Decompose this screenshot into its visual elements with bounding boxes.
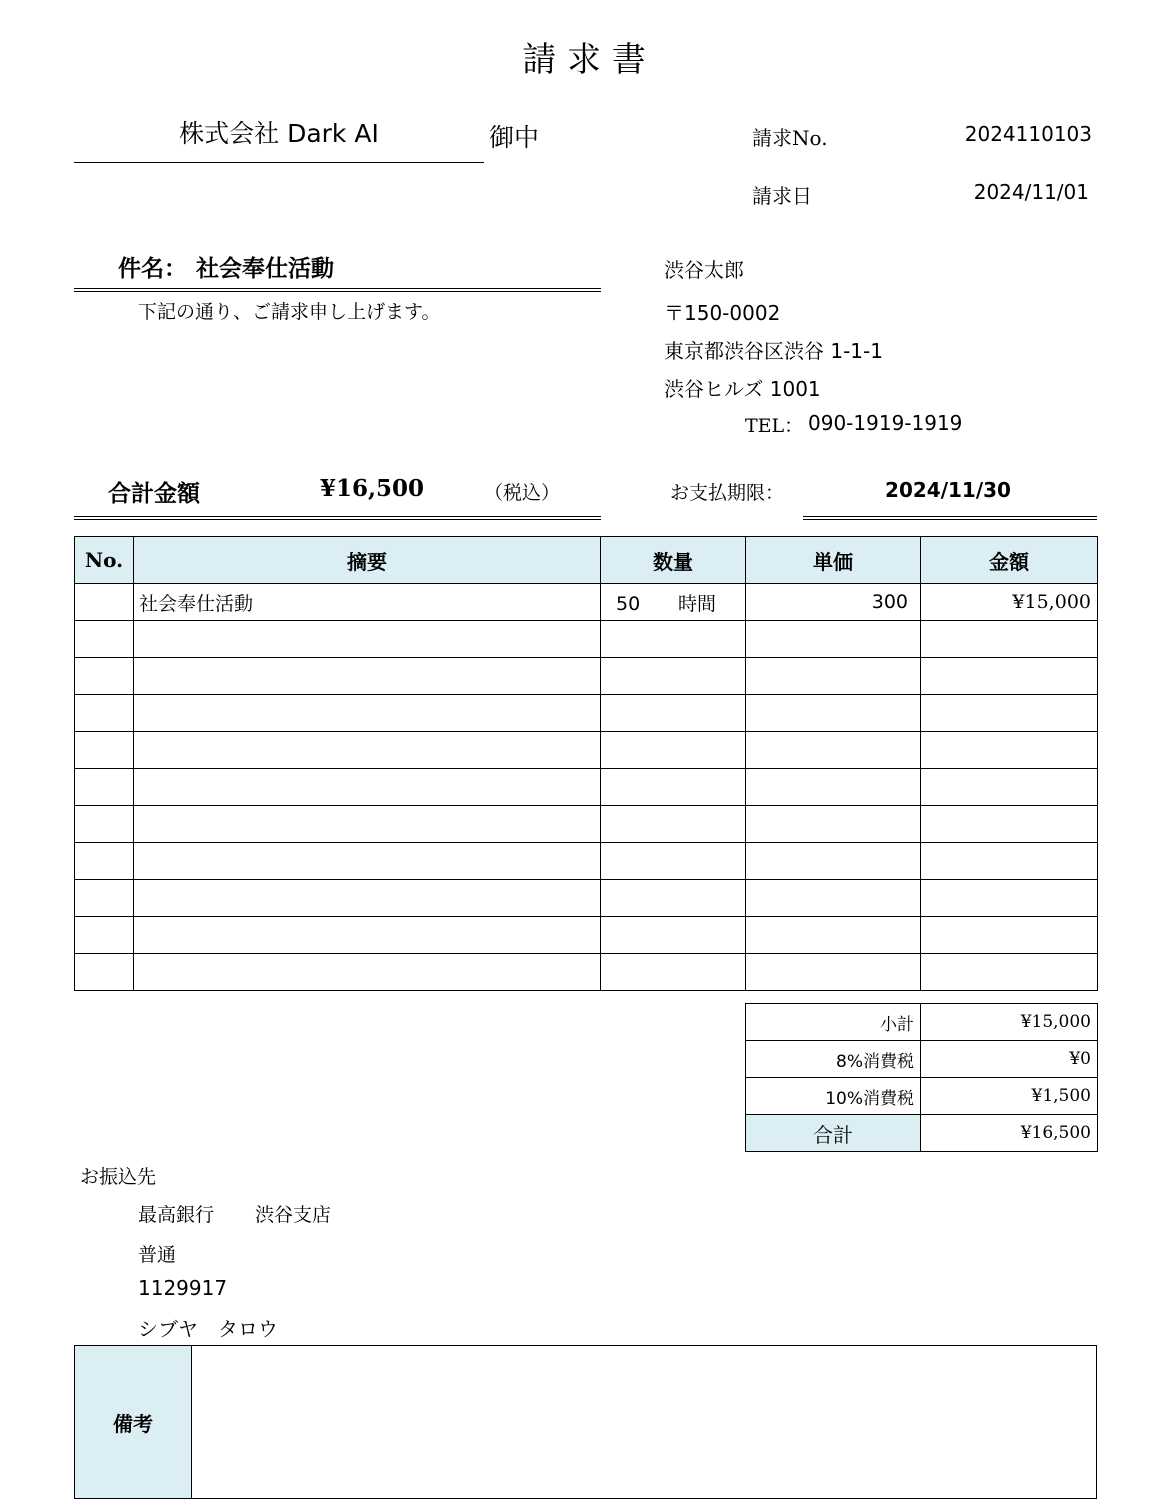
issuer-postal: 〒150-0002	[664, 301, 781, 325]
row-quantity	[601, 732, 746, 769]
row-quantity	[601, 584, 746, 621]
row-unit-price	[746, 621, 921, 658]
row-no	[75, 769, 134, 806]
due-date: 2024/11/30	[885, 478, 1011, 502]
row-unit-price	[746, 658, 921, 695]
tax8-value: ¥0	[921, 1041, 1098, 1078]
row-unit-price	[746, 695, 921, 732]
subtotal-value: ¥15,000	[921, 1004, 1098, 1041]
row-amount	[921, 695, 1098, 732]
tax10-row	[746, 1078, 1098, 1115]
subtotal-label: 小計	[746, 1004, 921, 1041]
row-unit-price: 300	[746, 584, 921, 621]
account-number: 1129917	[138, 1276, 228, 1300]
issuer-name: 渋谷太郎	[664, 258, 744, 282]
header-no: No.	[75, 537, 134, 584]
row-quantity	[601, 954, 746, 991]
bank-name: 最高銀行	[138, 1204, 215, 1226]
row-unit-price	[746, 917, 921, 954]
row-description	[134, 658, 601, 695]
row-no	[75, 954, 134, 991]
invoice-no-label: 請求No.	[752, 126, 828, 150]
row-amount	[921, 843, 1098, 880]
table-row	[75, 880, 1098, 917]
table-row	[75, 584, 1098, 621]
totals-table	[745, 1003, 1098, 1152]
row-unit-price	[746, 954, 921, 991]
row-description	[134, 880, 601, 917]
row-amount: ¥15,000	[921, 584, 1098, 621]
row-unit-price	[746, 732, 921, 769]
invoice-message: 下記の通り、ご請求申し上げます。	[138, 301, 441, 323]
subject-value: 社会奉仕活動	[196, 256, 334, 282]
row-unit-price	[746, 880, 921, 917]
table-row	[75, 695, 1098, 732]
row-description	[134, 732, 601, 769]
row-description	[134, 806, 601, 843]
items-table	[74, 536, 1098, 991]
row-no	[75, 917, 134, 954]
header-quantity: 数量	[601, 537, 746, 584]
row-no	[75, 732, 134, 769]
row-quantity	[601, 880, 746, 917]
grand-total-row	[746, 1115, 1098, 1152]
row-unit-price	[746, 769, 921, 806]
table-row	[75, 621, 1098, 658]
items-header-row	[75, 537, 1098, 584]
row-no	[75, 843, 134, 880]
row-description	[134, 954, 601, 991]
row-no	[75, 695, 134, 732]
row-quantity	[601, 806, 746, 843]
total-amount: ¥16,500	[320, 475, 425, 502]
table-row	[75, 954, 1098, 991]
grand-total-label: 合計	[746, 1115, 921, 1152]
row-amount	[921, 769, 1098, 806]
issuer-tel-label: TEL：	[745, 415, 804, 437]
tax10-value: ¥1,500	[921, 1078, 1098, 1115]
notes-box	[74, 1345, 1097, 1499]
grand-total-value: ¥16,500	[921, 1115, 1098, 1152]
row-description	[134, 695, 601, 732]
row-amount	[921, 880, 1098, 917]
bank-branch: 渋谷支店	[255, 1204, 332, 1226]
header-amount: 金額	[921, 537, 1098, 584]
row-amount	[921, 732, 1098, 769]
row-amount	[921, 658, 1098, 695]
client-name: 株式会社 Dark AI	[74, 112, 484, 163]
row-no	[75, 584, 134, 621]
table-row	[75, 769, 1098, 806]
row-quantity	[601, 695, 746, 732]
row-quantity-value: 50	[616, 592, 641, 615]
row-amount	[921, 621, 1098, 658]
row-description	[134, 621, 601, 658]
account-holder: シブヤ タロウ	[138, 1317, 278, 1341]
client-honorific: 御中	[489, 123, 540, 152]
row-description	[134, 769, 601, 806]
row-no	[75, 880, 134, 917]
row-unit-price	[746, 843, 921, 880]
row-unit-price	[746, 806, 921, 843]
notes-label: 備考	[75, 1346, 192, 1498]
row-no	[75, 806, 134, 843]
due-label: お支払期限：	[670, 482, 785, 504]
tax8-row	[746, 1041, 1098, 1078]
subtotal-row	[746, 1004, 1098, 1041]
header-description: 摘要	[134, 537, 601, 584]
row-description	[134, 843, 601, 880]
account-type: 普通	[138, 1244, 177, 1266]
total-label: 合計金額	[108, 481, 200, 507]
table-row	[75, 843, 1098, 880]
issuer-address1: 東京都渋谷区渋谷 1-1-1	[664, 339, 883, 363]
table-row	[75, 806, 1098, 843]
row-quantity	[601, 843, 746, 880]
row-quantity	[601, 658, 746, 695]
row-no	[75, 658, 134, 695]
issuer-tel: 090-1919-1919	[808, 411, 963, 435]
tax8-label: 8%消費税	[746, 1041, 921, 1078]
row-description	[134, 917, 601, 954]
subject-label: 件名：	[118, 256, 187, 282]
row-quantity	[601, 621, 746, 658]
header-unit-price: 単価	[746, 537, 921, 584]
row-amount	[921, 954, 1098, 991]
bank-heading: お振込先	[80, 1166, 157, 1188]
row-amount	[921, 806, 1098, 843]
row-quantity	[601, 769, 746, 806]
invoice-date: 2024/11/01	[973, 180, 1089, 204]
row-quantity	[601, 917, 746, 954]
row-description: 社会奉仕活動	[134, 584, 601, 621]
issuer-address2: 渋谷ヒルズ 1001	[664, 377, 821, 401]
table-row	[75, 658, 1098, 695]
table-row	[75, 917, 1098, 954]
invoice-date-label: 請求日	[752, 184, 812, 208]
document-title: 請 求 書	[522, 40, 646, 80]
row-quantity-unit: 時間	[678, 592, 717, 615]
table-row	[75, 732, 1098, 769]
invoice-no: 2024110103	[964, 122, 1092, 146]
tax10-label: 10%消費税	[746, 1078, 921, 1115]
row-no	[75, 621, 134, 658]
tax-included-note: （税込）	[484, 482, 561, 504]
row-amount	[921, 917, 1098, 954]
